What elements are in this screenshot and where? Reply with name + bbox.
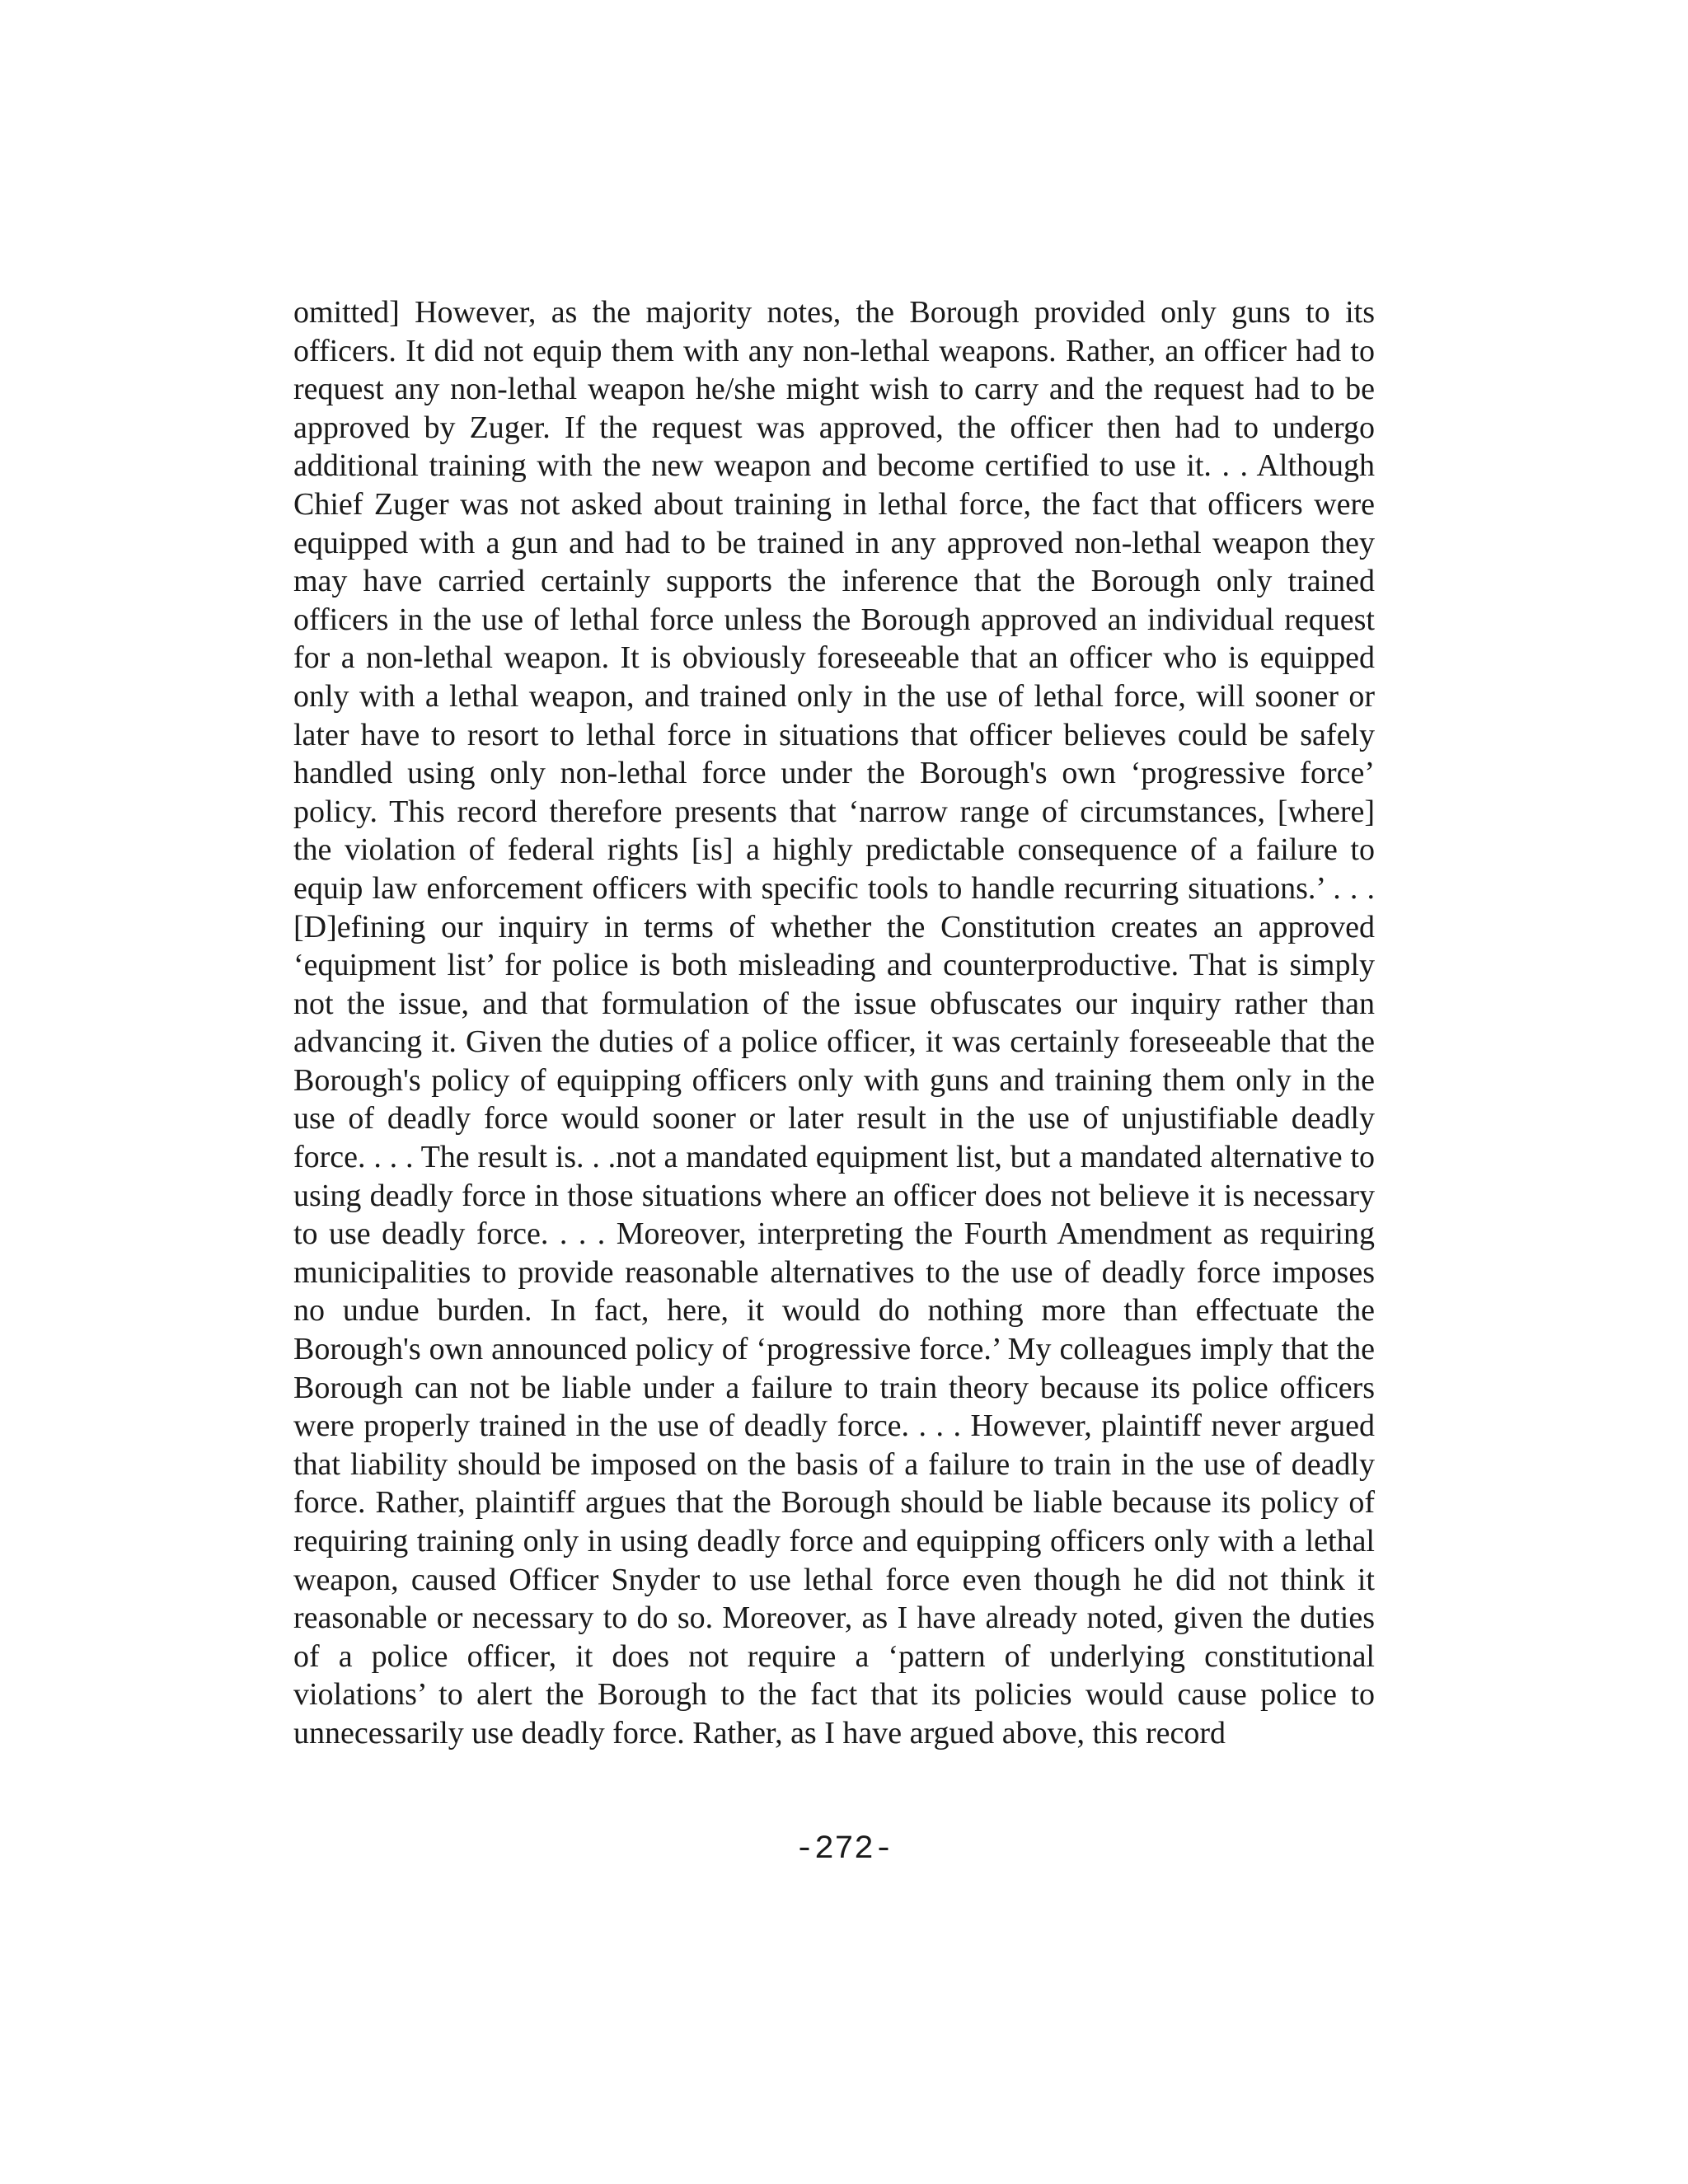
page-number: -272-: [794, 1831, 894, 1868]
body-paragraph: omitted] However, as the majority notes, the Borough provided only guns to its officers. It did not equip them with any non-lethal weapons. Rather, an officer had to request any non-lethal weapon he/she might wish to carry and the request had to be approved by Zuger. If the request was approved, the officer then had to undergo additional training with the new weapon and become certified to use it. . . Although Chief Zuger was not asked about training in lethal force, the fact that officers were equipped with a gun and had to be trained in any approved non-lethal weapon they may have carried certainly supports the inference that the Borough only trained officers in the use of lethal force unless the Borough approved an individual request for a non-lethal weapon. It is obviously foreseeable that an officer who is equipped only with a lethal weapon, and trained only in the use of lethal force, will sooner or later have to resort to lethal force in situations that officer believes could be safely handled using only non-lethal force under the Borough's own ‘progressive force’ policy. This record therefore presents that ‘narrow range of circumstances, [where] the violation of federal rights [is] a highly predictable consequence of a failure to equip law enforcement officers with specific tools to handle recurring situations.’ . . . [D]efining our inquiry in terms of whether the Constitution creates an approved ‘equipment list’ for police is both misleading and counterproductive. That is simply not the issue, and that formulation of the issue obfuscates our inquiry rather than advancing it. Given the duties of a police officer, it was certainly foreseeable that the Borough's policy of equipping officers only with guns and training them only in the use of deadly force would sooner or later result in the use of unjustifiable deadly force. . . . The result is. . .not a mandated equipment list, but a mandated alternative to using deadly force in those situations where an officer does not believe it is necessary to use deadly force. . . . Moreover, interpreting the Fourth Amendment as requiring municipalities to provide reasonable alternatives to the use of deadly force imposes no undue burden. In fact, here, it would do nothing more than effectuate the Borough's own announced policy of ‘progressive force.’ My colleagues imply that the Borough can not be liable under a failure to train theory because its police officers were properly trained in the use of deadly force. . . . However, plaintiff never argued that liability should be imposed on the basis of a failure to train in the use of deadly force. Rather, plaintiff argues that the Borough should be liable because its policy of requiring training only in using deadly force and equipping officers only with a lethal weapon, caused Officer Snyder to use lethal force even though he did not think it reasonable or necessary to do so. Moreover, as I have already noted, given the duties of a police officer, it does not require a ‘pattern of underlying constitutional violations’ to alert the Borough to the fact that its policies would cause police to unnecessarily use deadly force. Rather, as I have argued above, this record: [293, 295, 1375, 1750]
